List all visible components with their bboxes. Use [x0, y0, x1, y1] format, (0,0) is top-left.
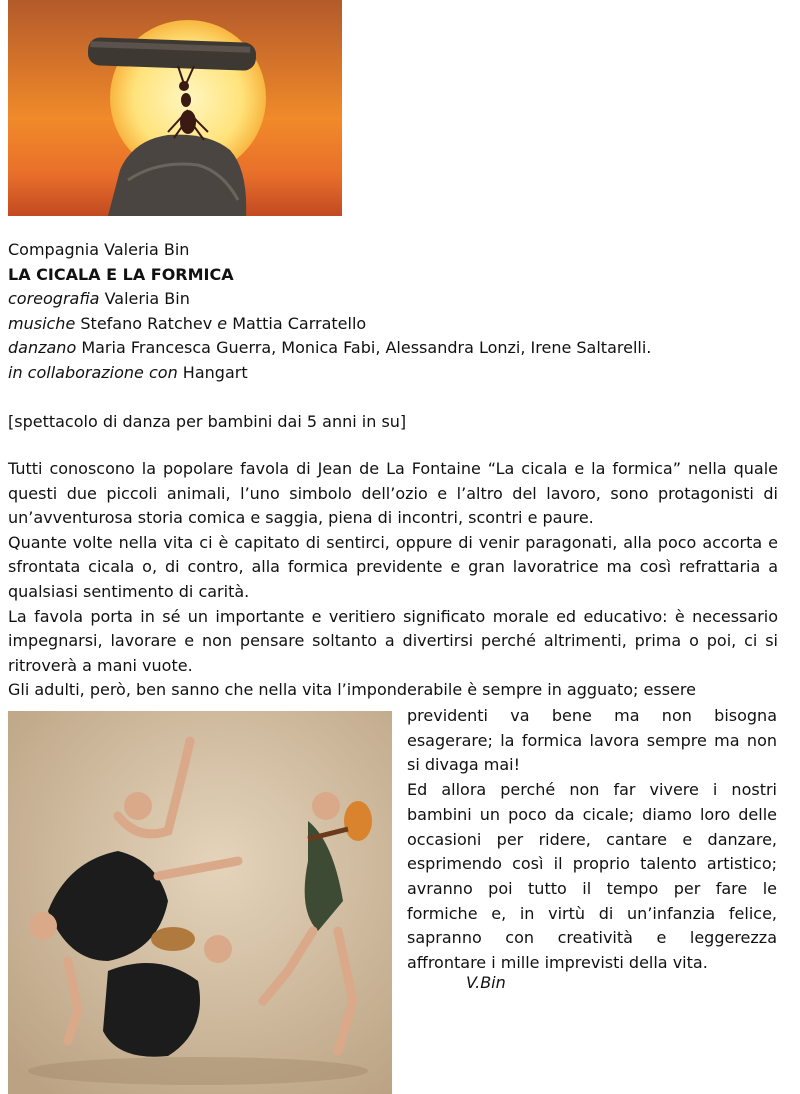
side-paragraph-2: Ed allora perché non far vivere i nostri bambini un poco da cicale; diamo loro delle occasioni per ridere, cantare e danzare, esprimendo così il proprio talento artistico; avranno poi tutto il tempo per fare le formiche e, in virtù di un’infanzia felice, sapranno con creatività e leggerezza affrontare i mille imprevisti della vita.	[407, 780, 777, 973]
music-value-a: Stefano Ratchev	[75, 313, 218, 333]
music-line	[8, 312, 788, 337]
collaboration-label: in collaborazione con	[8, 362, 178, 382]
collaboration-value: Hangart	[177, 362, 248, 382]
side-paragraph-1: previdenti va bene ma non bisogna esagerare; la formica lavora sempre ma non si divaga mai!	[407, 706, 777, 775]
music-value-b: Mattia Carratello	[227, 313, 367, 333]
author-signature: V.Bin	[466, 973, 506, 992]
paragraph-1: Tutti conoscono la popolare favola di Jean de La Fontaine “La cicala e la formica” nella quale questi due piccoli animali, l’uno simbolo dell’ozio e l’altro del lavoro, sono protagonisti di un’avventurosa storia comica e saggia, piena di incontri, scontri e paure.	[8, 459, 778, 528]
paragraph-3: La favola porta in sé un importante e veritiero significato morale ed educativo: è necessario impegnarsi, lavorare e non pensare soltanto a divertirsi perché altrimenti, prima o poi, ci si ritroverà a mani vuote.	[8, 606, 778, 675]
side-description-text	[407, 704, 777, 976]
dancers-value: Maria Francesca Guerra, Monica Fabi, Alessandra Lonzi, Irene Saltarelli.	[76, 338, 652, 358]
collaboration-line	[8, 361, 788, 386]
dancers-label: danzano	[8, 338, 77, 358]
music-label: musiche	[8, 313, 76, 333]
description-text	[8, 457, 778, 703]
credits-block	[8, 238, 788, 386]
choreography-label: coreografia	[8, 289, 100, 309]
music-conjunction: e	[217, 313, 228, 333]
show-title: LA CICALA E LA FORMICA	[8, 264, 234, 284]
paragraph-2: Quante volte nella vita ci è capitato di sentirci, oppure di venir paragonati, alla poco accorta e sfrontata cicala o, di contro, alla formica previdente e gran lavoratrice ma così refrattaria a qualsiasi sentimento di carità.	[8, 532, 778, 601]
audience-note: [spettacolo di danza per bambini dai 5 anni in su]	[8, 412, 407, 431]
ant-sunset-photo	[8, 0, 342, 216]
dancers-photo	[8, 711, 392, 1094]
choreography-value: Valeria Bin	[99, 289, 190, 309]
dancers-line	[8, 336, 788, 361]
choreography-line	[8, 287, 788, 312]
company-name: Compagnia Valeria Bin	[8, 240, 190, 259]
paragraph-4: Gli adulti, però, ben sanno che nella vita l’imponderabile è sempre in agguato; essere	[8, 680, 696, 700]
